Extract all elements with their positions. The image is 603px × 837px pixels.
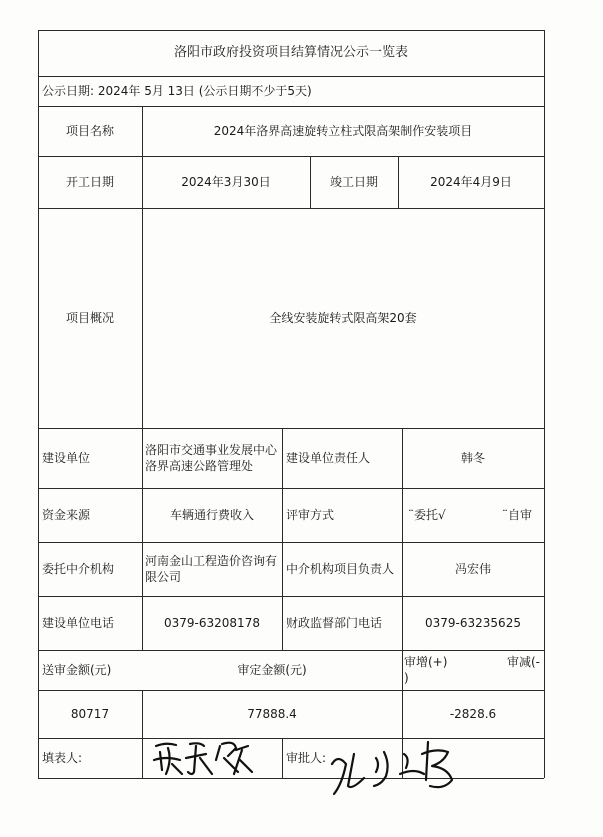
builder-person-label: 建设单位责任人 (286, 451, 371, 465)
rule (544, 30, 545, 778)
builder-unit-label: 建设单位 (42, 451, 91, 465)
builder-unit-value (145, 428, 282, 488)
filler-label: 填表人: (42, 751, 83, 765)
funding-source-label: 资金来源 (42, 508, 91, 522)
finance-phone-label: 财政监督部门电话 (286, 616, 383, 630)
decrease-label: 审减(- (506, 655, 540, 669)
approved-amount-value: 77888.4 (247, 707, 297, 721)
review-method-label: 评审方式 (286, 508, 335, 522)
rule (282, 428, 283, 650)
start-date-value: 2024年3月30日 (181, 175, 271, 189)
builder-unit-line: 洛阳市交通事业发展中心 (145, 443, 278, 457)
project-name-label: 项目名称 (65, 124, 114, 138)
funding-source-value: 车辆通行费收入 (169, 508, 254, 522)
notice-date: 公示日期: 2024年 5月 13日 (公示日期不少于5天) (42, 84, 312, 98)
end-date-value: 2024年4月9日 (430, 175, 512, 189)
submitted-amount-value: 80717 (70, 707, 110, 721)
agency-label: 委托中介机构 (42, 562, 115, 576)
approver-signature (324, 724, 474, 800)
review-option-self: ¨自审 (501, 508, 532, 522)
agency-leader-label: 中介机构项目负责人 (286, 562, 395, 576)
approved-amount-label: 审定金额(元) (237, 663, 307, 677)
builder-person-value: 韩冬 (460, 451, 485, 465)
decrease-label-tail: ) (404, 671, 409, 685)
finance-phone-value: 0379-63235625 (425, 616, 521, 630)
overview-label: 项目概况 (65, 311, 114, 325)
start-date-label: 开工日期 (65, 175, 114, 189)
submitted-amount-label: 送审金额(元) (42, 663, 112, 677)
agency-name (145, 542, 282, 596)
agency-name-line: 限公司 (145, 570, 182, 584)
increase-label: 审增(+) (404, 655, 448, 669)
review-method-options (402, 488, 544, 542)
unit-phone-value: 0379-63208178 (164, 616, 260, 630)
adjustment-value: -2828.6 (449, 707, 497, 721)
approver-label: 审批人: (286, 751, 327, 765)
agency-leader-value: 冯宏伟 (454, 562, 491, 576)
rule (282, 738, 283, 778)
project-name-value: 2024年洛界高速旋转立柱式限高架制作安装项目 (213, 124, 473, 138)
filler-signature (150, 736, 260, 780)
review-option-delegated: ¨委托√ (408, 508, 446, 522)
adjustment-label-row (404, 654, 544, 670)
end-date-label: 竣工日期 (329, 175, 378, 189)
agency-name-line: 河南金山工程造价咨询有 (145, 554, 278, 568)
document-title: 洛阳市政府投资项目结算情况公示一览表 (173, 45, 408, 60)
builder-unit-line: 洛界高速公路管理处 (145, 459, 254, 473)
form-table (38, 30, 544, 778)
overview-value: 全线安装旋转式限高架20套 (269, 311, 417, 325)
adjustment-label (404, 650, 544, 690)
unit-phone-label: 建设单位电话 (42, 616, 115, 630)
